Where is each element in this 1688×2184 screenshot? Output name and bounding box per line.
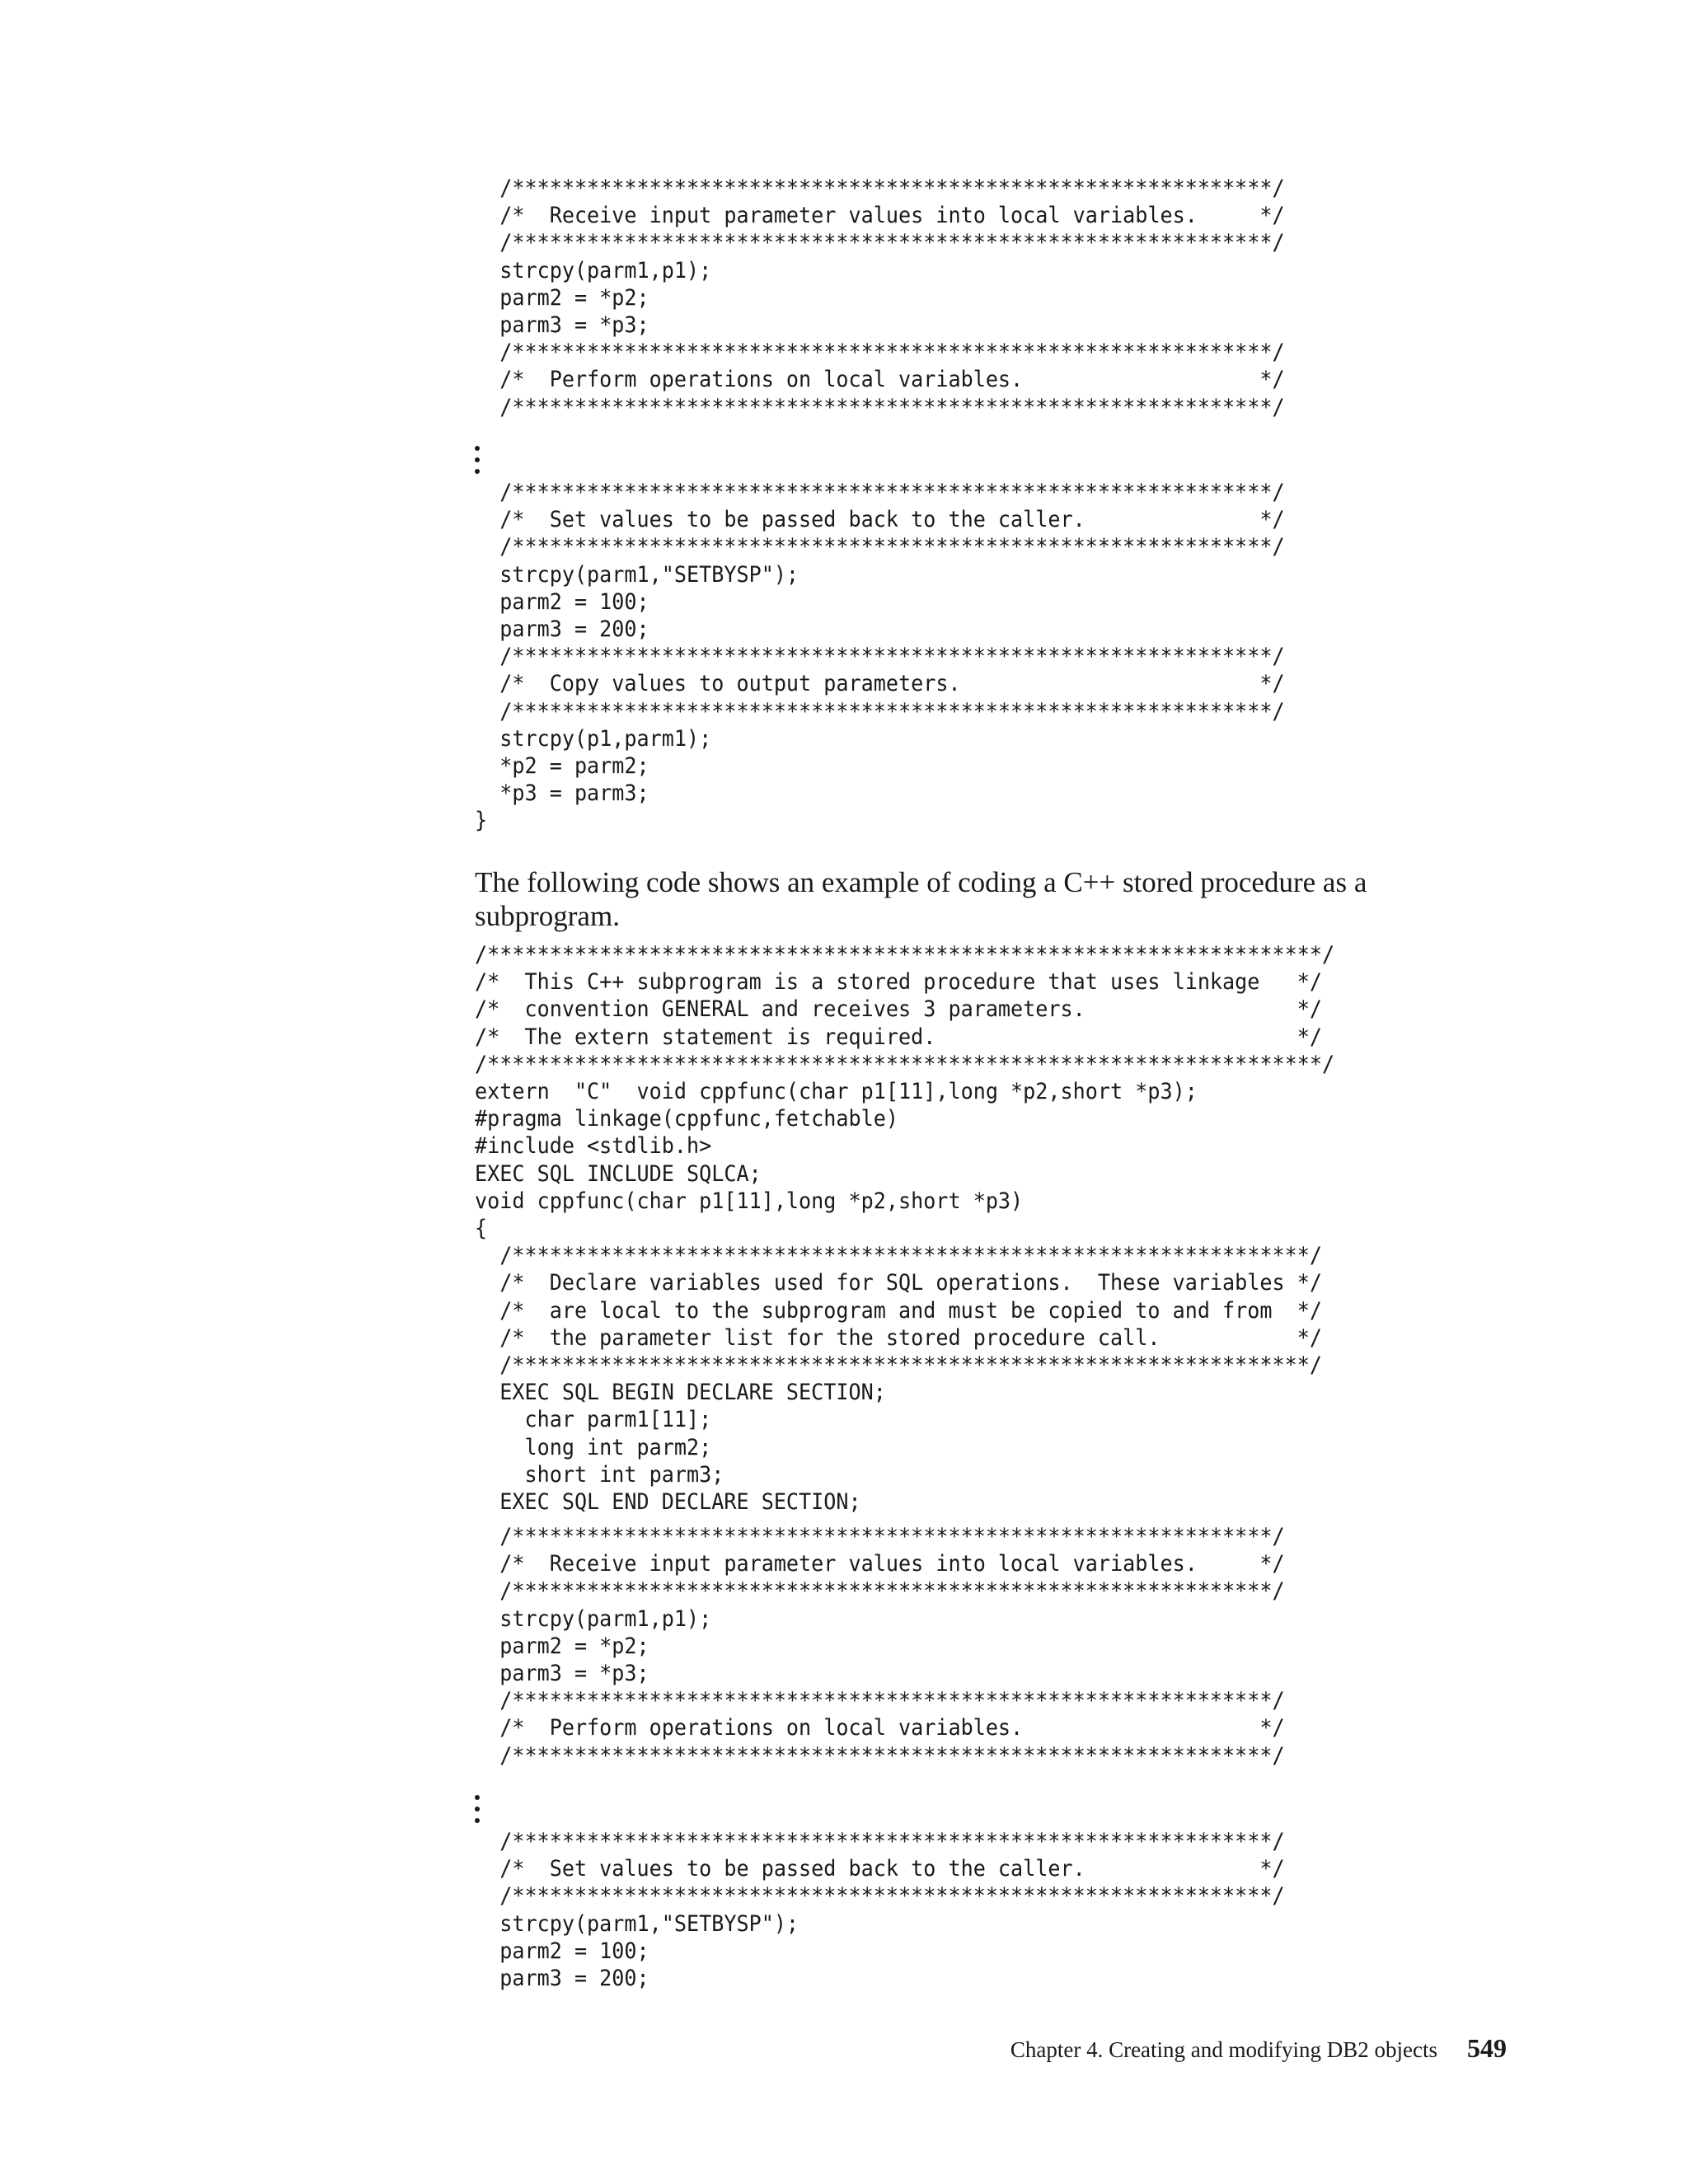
code-line: /*************************************************************/	[475, 1578, 1285, 1605]
code-line: /****************************************************************/	[475, 1243, 1322, 1269]
code-line: /* Declare variables used for SQL operations. These variables */	[475, 1270, 1322, 1296]
code-line: /* Receive input parameter values into local variables. */	[475, 203, 1285, 229]
code-line: parm3 = 200;	[475, 616, 649, 643]
code-line: }	[475, 808, 488, 834]
code-line: /* Copy values to output parameters. */	[475, 671, 1285, 697]
code-line: void cppfunc(char p1[11],long *p2,short *p3)	[475, 1188, 1024, 1214]
code-block-set-copy	[475, 479, 1285, 835]
intro-paragraph: The following code shows an example of coding a C++ stored procedure as a subprogram.	[475, 866, 1367, 932]
code-line: strcpy(parm1,"SETBYSP");	[475, 561, 799, 588]
code-line: short int parm3;	[475, 1461, 724, 1488]
code-block-receive-perform-2	[475, 1523, 1285, 1769]
code-line: char parm1[11];	[475, 1407, 712, 1433]
code-block-cpp-subprogram	[475, 941, 1334, 1516]
code-line: /*************************************************************/	[475, 394, 1285, 420]
code-line: /*************************************************************/	[475, 1524, 1285, 1549]
code-line: long int parm2;	[475, 1434, 712, 1460]
code-line: strcpy(parm1,p1);	[475, 1605, 712, 1632]
code-line: /****************************************************************/	[475, 1352, 1322, 1379]
code-line: parm2 = *p2;	[475, 284, 649, 311]
code-line: {	[475, 1216, 488, 1242]
ellipsis-vertical-icon	[475, 1795, 481, 1825]
code-line: strcpy(parm1,p1);	[475, 257, 712, 284]
code-line: /*************************************************************/	[475, 1883, 1285, 1910]
code-line: /*************************************************************/	[475, 644, 1285, 670]
code-line: /*************************************************************/	[475, 1829, 1285, 1854]
code-line: EXEC SQL BEGIN DECLARE SECTION;	[475, 1380, 886, 1406]
code-line: /*************************************************************/	[475, 698, 1285, 724]
code-line: /* The extern statement is required. */	[475, 1024, 1322, 1050]
code-line: *p2 = parm2;	[475, 753, 649, 780]
code-line: parm2 = *p2;	[475, 1633, 649, 1659]
code-line: /* are local to the subprogram and must be copied to and from */	[475, 1297, 1322, 1324]
code-line: parm3 = *p3;	[475, 1661, 649, 1687]
code-line: /* convention GENERAL and receives 3 parameters. */	[475, 996, 1322, 1023]
code-line: strcpy(p1,parm1);	[475, 725, 712, 752]
code-line: /*************************************************************/	[475, 340, 1285, 366]
code-line: /*************************************************************/	[475, 176, 1285, 201]
code-line: strcpy(parm1,"SETBYSP");	[475, 1910, 799, 1937]
code-line: /* Set values to be passed back to the caller. */	[475, 507, 1285, 533]
code-block-set-values	[475, 1828, 1285, 1992]
code-line: /*************************************************************/	[475, 1688, 1285, 1714]
code-line: /*******************************************************************/	[475, 1051, 1335, 1077]
code-line: /* Perform operations on local variables. */	[475, 1715, 1285, 1741]
code-line: extern "C" void cppfunc(char p1[11],long *p2,short *p3);	[475, 1079, 1198, 1105]
code-line: #pragma linkage(cppfunc,fetchable)	[475, 1106, 898, 1132]
code-line: parm3 = *p3;	[475, 312, 649, 339]
code-line: /* Perform operations on local variables. */	[475, 367, 1285, 393]
ellipsis-vertical-icon	[475, 446, 481, 476]
code-block-receive-perform	[475, 175, 1285, 421]
code-line: /*************************************************************/	[475, 534, 1285, 560]
code-line: parm3 = 200;	[475, 1966, 649, 1992]
code-line: /*******************************************************************/	[475, 942, 1335, 968]
page-footer	[1010, 2033, 1507, 2064]
code-line: /*************************************************************/	[475, 480, 1285, 505]
code-line: EXEC SQL END DECLARE SECTION;	[475, 1489, 861, 1516]
code-line: *p3 = parm3;	[475, 780, 649, 807]
code-line: parm2 = 100;	[475, 1938, 649, 1964]
chapter-title: Chapter 4. Creating and modifying DB2 objects	[1010, 2037, 1437, 2062]
code-line: /* Set values to be passed back to the caller. */	[475, 1856, 1285, 1882]
code-line: /*************************************************************/	[475, 230, 1285, 256]
code-line: parm2 = 100;	[475, 588, 649, 615]
page-number: 549	[1467, 2033, 1507, 2063]
code-line: /* Receive input parameter values into local variables. */	[475, 1551, 1285, 1577]
code-line: /* This C++ subprogram is a stored procedure that uses linkage */	[475, 969, 1322, 996]
code-line: EXEC SQL INCLUDE SQLCA;	[475, 1160, 762, 1187]
code-line: /* the parameter list for the stored procedure call. */	[475, 1324, 1322, 1351]
code-line: #include <stdlib.h>	[475, 1133, 712, 1160]
code-line: /*************************************************************/	[475, 1742, 1285, 1769]
